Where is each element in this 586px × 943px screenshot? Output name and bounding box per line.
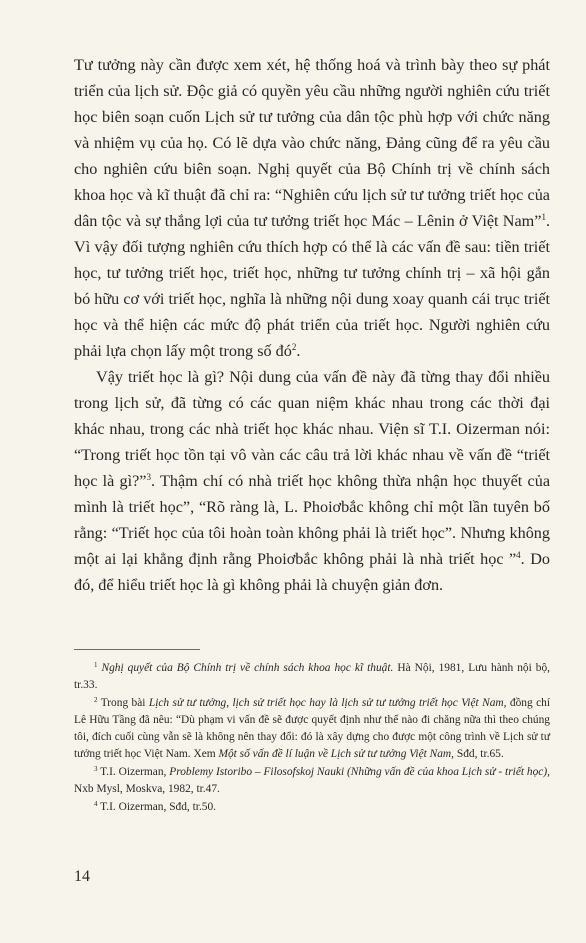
footnote-marker: 3 (146, 472, 151, 482)
footnote-marker: 2 (291, 342, 297, 352)
italic-text: Problemy Istoribo – Filosofskoj Nauki (Những vấn đề của khoa Lịch sử - triết học), (169, 766, 550, 778)
footnote-marker: 2 (94, 696, 98, 704)
italic-text: Nghị quyết của Bộ Chính trị về chính sách khoa học kĩ thuật. (101, 662, 394, 674)
paragraph (74, 52, 550, 364)
body-text (74, 52, 550, 598)
text-run: . (296, 342, 301, 360)
footnote-marker: 1 (541, 212, 546, 222)
text-run: Vậy triết học là gì? Nội dung của vấn đề này đã từng thay đổi nhiều trong lịch sử, đã từng có các quan niệm khác nhau trong các thời đại khác nhau, trong các nhà triết học khác nhau. Viện sĩ T.I. Oizerman nói: “Trong triết học tồn tại vô vàn các câu trả lời khác nhau về vấn đề “triết học là gì?” (74, 368, 550, 490)
text-run: T.I. Oizerman, Sđd, tr.50. (97, 801, 217, 813)
footnote-marker: 1 (94, 661, 98, 669)
footnote-divider (74, 649, 200, 650)
text-run: Tư tưởng này cần được xem xét, hệ thống hoá và trình bày theo sự phát triển của lịch sử. Độc giả có quyền yêu cầu những người nghiên cứu triết học biên soạn cuốn Lịch sử tư tưởng của dân tộc phù hợp với chức năng và nhiệm vụ của họ. Có lẽ dựa vào chức năng, Đảng cũng để ra yêu cầu cho nghiên cứu biên soạn. Nghị quyết của Bộ Chính trị về chính sách khoa học và kĩ thuật đã chỉ ra: “Nghiên cứu lịch sử tư tưởng triết học của dân tộc và sự thắng lợi của tư tưởng triết học Mác – Lênin ở Việt Nam” (74, 56, 550, 230)
footnote-3 (74, 764, 550, 798)
footnote-2 (74, 695, 550, 763)
text-run: Trong bài (97, 697, 149, 709)
text-run: Sđd, tr.65. (454, 748, 504, 760)
footnote-4 (74, 799, 550, 816)
text-run: Nxb Mysl, Moskva, 1982, tr.47. (74, 783, 220, 795)
footnote-marker: 4 (516, 550, 521, 560)
page-number: 14 (74, 868, 90, 885)
text-run: . Thậm chí có nhà triết học không thừa nhận học thuyết của mình là triết học”, “Rõ ràng là, L. Phoiơbắc không chỉ một lần tuyên bố rằng: “Triết học của tôi hoàn toàn không phải là triết học”. Nhưng không một ai lại khẳng định rằng Phoiơbắc không phải là nhà triết học ” (74, 472, 550, 568)
text-run: T.I. Oizerman, (97, 766, 170, 778)
italic-text: Một số vấn đề lí luận về Lịch sử tư tưởng Việt Nam, (218, 748, 455, 760)
text-run: . Vì vậy đối tượng nghiên cứu thích hợp có thể là các vấn đề sau: tiền triết học, tư tưởng triết học, triết học, những tư tưởng chính trị – xã hội gắn bó hữu cơ với triết học, nghĩa là những nội dung xoay quanh cái trục triết học và thể hiện các mức độ phát triển của triết học. Người nghiên cứu phải lựa chọn lấy một trong số đó (74, 212, 550, 360)
italic-text: Lịch sử tư tưởng, lịch sử triết học hay là lịch sử tư tưởng triết học Việt Nam, (148, 697, 507, 709)
text-run: đồng chí Lê Hữu Tầng đã nêu: “Dù phạm vi vấn đề sẽ được quyết định như thế nào đi chăng nữa thì theo chúng tôi, đích cuối cùng vẫn sẽ là không nên thay đổi: đó là xây dựng cho được một công trình về Lịch sử tư tưởng triết học Việt Nam. Xem (74, 697, 550, 760)
text-run: Hà Nội, 1981, Lưu hành nội bộ, tr.33. (74, 662, 550, 691)
footnote-1 (74, 660, 550, 694)
text-run: . Do đó, để hiểu triết học là gì không phải là chuyện giản đơn. (74, 550, 550, 594)
footnotes (74, 660, 550, 817)
footnote-marker: 3 (94, 765, 98, 773)
footnote-marker: 4 (94, 800, 98, 808)
paragraph (74, 364, 550, 598)
